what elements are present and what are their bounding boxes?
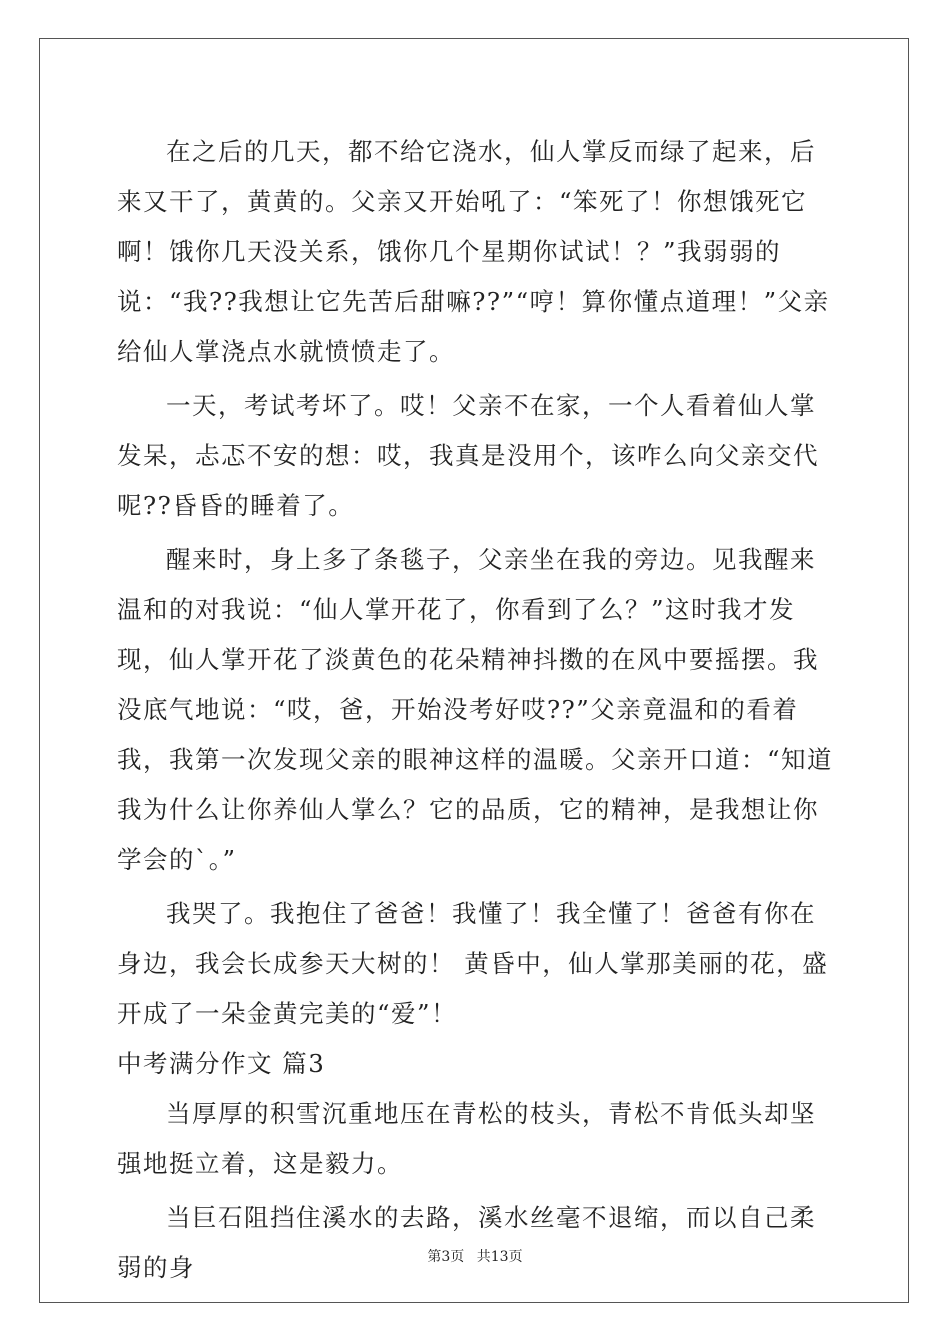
paragraph: 我哭了。我抱住了爸爸！我懂了！我全懂了！爸爸有你在身边，我会长成参天大树的！ 黄昏中，仙人掌那美丽的花，盛开成了一朵金黄完美的“爱”！ bbox=[117, 899, 829, 1028]
page-total: 共13页 bbox=[476, 1249, 523, 1265]
paragraph: 在之后的几天，都不给它浇水，仙人掌反而绿了起来，后来又干了，黄黄的。父亲又开始吼了：“笨死了！你想饿死它啊！饿你几天没关系，饿你几个星期你试试！？”我弱弱的说：“我??我想让它先苦后甜嘛??”“哼！算你懂点道理！”父亲给仙人掌浇点水就愤愤走了。 bbox=[117, 137, 830, 366]
paragraph: 当巨石阻挡住溪水的去路，溪水丝毫不退缩，而以自己柔弱的身 bbox=[117, 1203, 816, 1282]
page-footer bbox=[0, 1246, 950, 1266]
section-heading: 中考满分作文 篇3 bbox=[117, 1049, 326, 1078]
page-number: 第3页 bbox=[427, 1249, 465, 1265]
paragraph: 当厚厚的积雪沉重地压在青松的枝头，青松不肯低头却坚强地挺立着，这是毅力。 bbox=[117, 1099, 816, 1178]
paragraph: 醒来时，身上多了条毯子，父亲坐在我的旁边。见我醒来温和的对我说：“仙人掌开花了，你看到了么？”这时我才发现，仙人掌开花了淡黄色的花朵精神抖擞的在风中要摇摆。我没底气地说：“哎，爸，开始没考好哎??”父亲竟温和的看着我，我第一次发现父亲的眼神这样的温暖。父亲开口道：“知道我为什么让你养仙人掌么？它的品质，它的精神，是我想让你学会的`。” bbox=[117, 545, 834, 874]
document-body bbox=[117, 127, 837, 1293]
paragraph: 一天，考试考坏了。哎！父亲不在家，一个人看着仙人掌发呆，忐忑不安的想：哎，我真是没用个，该咋么向父亲交代呢??昏昏的睡着了。 bbox=[117, 391, 819, 520]
